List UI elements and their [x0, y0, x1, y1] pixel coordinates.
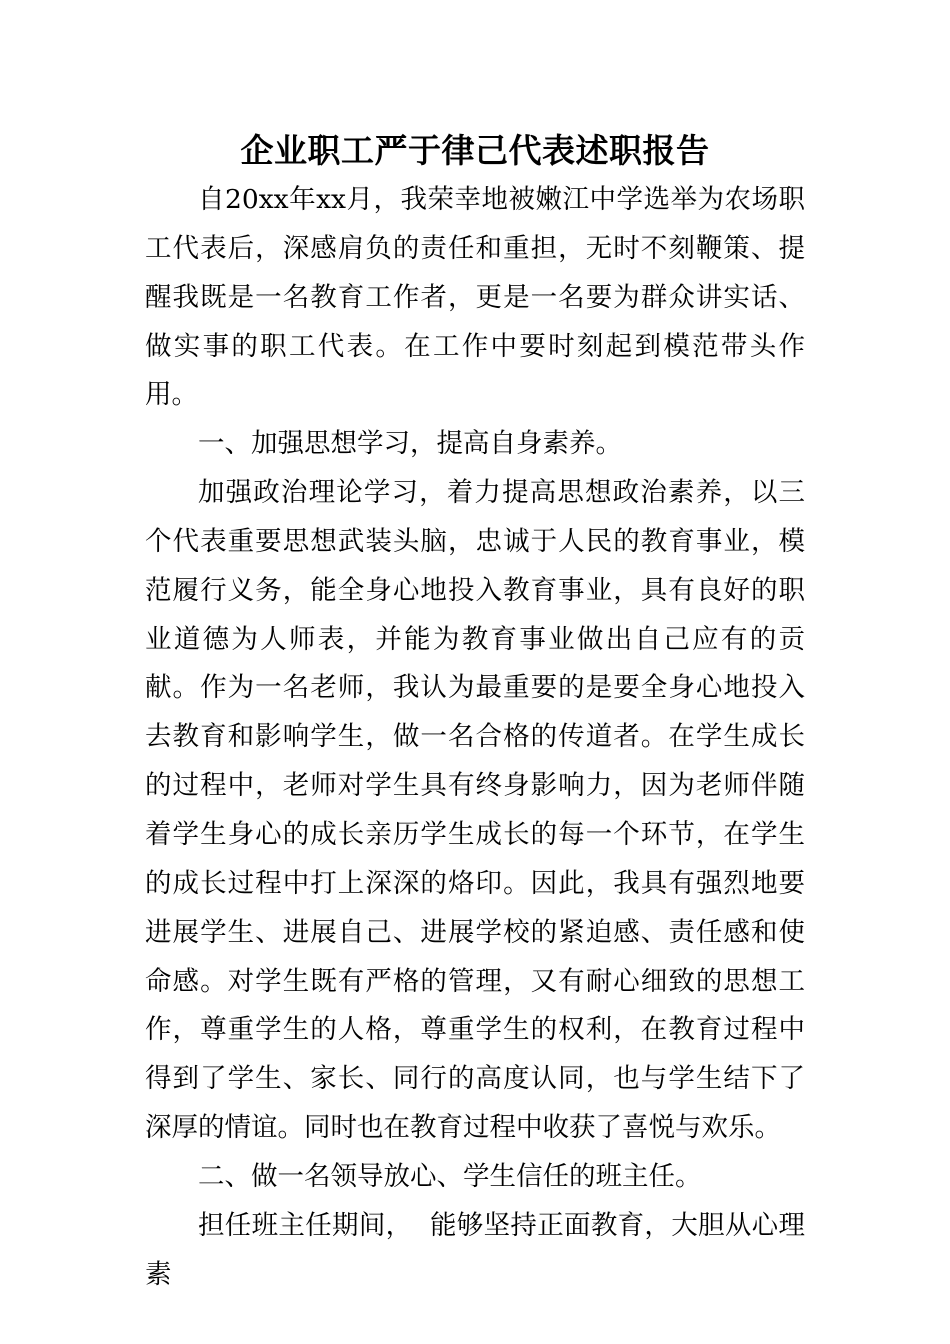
section-1-heading: 一、加强思想学习，提高自身素养。 — [198, 428, 622, 460]
section-2-heading: 二、做一名领导放心、学生信任的班主任。 — [198, 1160, 702, 1192]
section-1-paragraph: 加强政治理论学习，着力提高思想政治素养，以三个代表重要思想武装头脑，忠诚于人民的教育事业，模范履行义务，能全身心地投入教育事业，具有良好的职业道德为人师表，并能为教育事业做出自己应有的贡献。作为一名老师，我认为最重要的是要全身心地投入去教育和影响学生，做一名合格的传道者。在学生成长的过程中，老师对学生具有终身影响力，因为老师伴随着学生身心的成长亲历学生成长的每一个环节，在学生的成长过程中打上深深的烙印。因此，我具有强烈地要进展学生、进展自己、进展学校的紧迫感、责任感和使命感。对学生既有严格的管理，又有耐心细致的思想工作，尊重学生的人格，尊重学生的权利，在教育过程中得到了学生、家长、同行的高度认同，也与学生结下了深厚的情谊。同时也在教育过程中收获了喜悦与欢乐。 — [145, 477, 805, 1144]
document-title: 企业职工严于律己代表述职报告 — [240, 131, 710, 170]
intro-paragraph: 自20xx年xx月，我荣幸地被嫩江中学选举为农场职工代表后，深感肩负的责任和重担，无时不刻鞭策、提醒我既是一名教育工作者，更是一名要为群众讲实话、做实事的职工代表。在工作中要时刻起到模范带头作用。 — [145, 184, 805, 411]
section-2-paragraph: 担任班主任期间， 能够坚持正面教育，大胆从心理素 — [145, 1209, 805, 1290]
document-body — [145, 176, 805, 1299]
